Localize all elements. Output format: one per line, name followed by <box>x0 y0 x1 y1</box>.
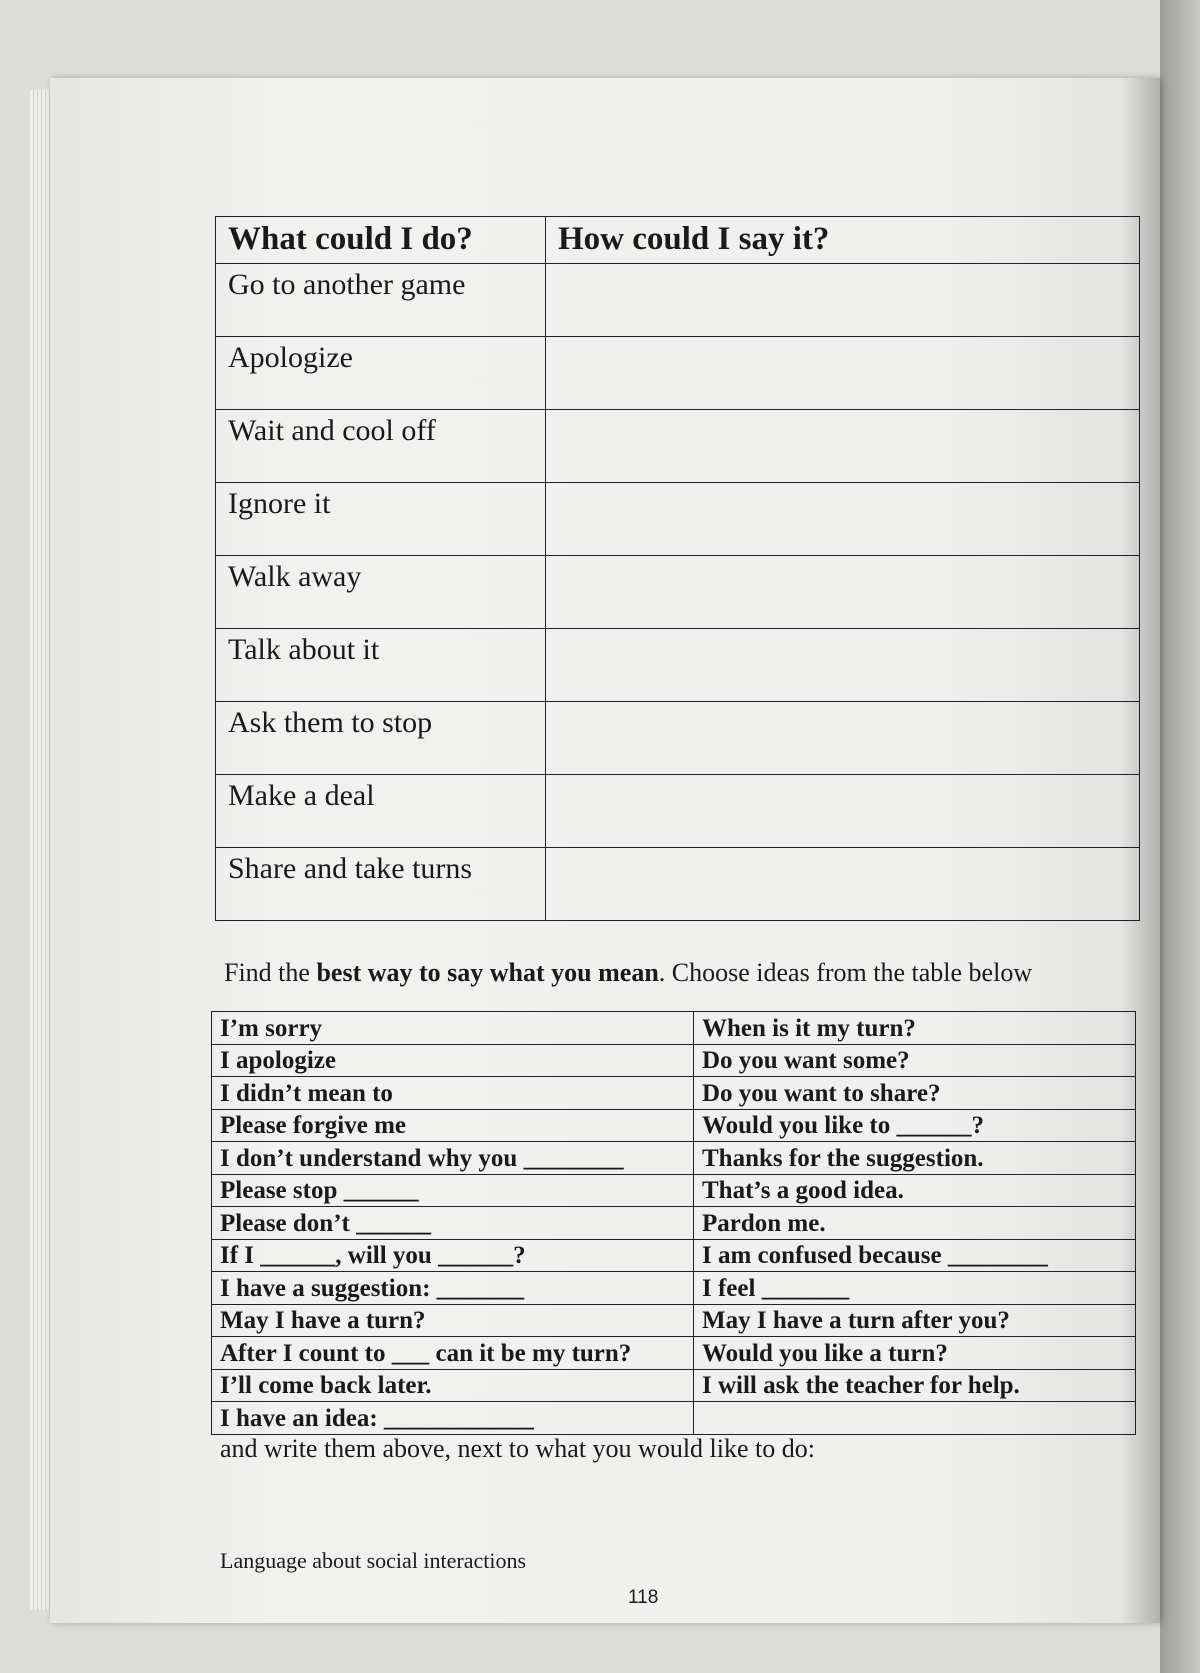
answer-cell[interactable] <box>546 848 1140 921</box>
instruction-part2: . Choose ideas from the table below <box>658 958 1033 987</box>
phrase-cell: I’ll come back later. <box>212 1369 694 1402</box>
phrase-cell: Do you want some? <box>694 1044 1136 1077</box>
actions-table-header <box>216 217 1140 264</box>
answer-cell[interactable] <box>546 483 1140 556</box>
phrase-cell: If I ______, will you ______? <box>212 1239 694 1272</box>
action-cell: Ask them to stop <box>216 702 546 775</box>
action-cell: Apologize <box>216 337 546 410</box>
answer-cell[interactable] <box>546 702 1140 775</box>
table-row <box>212 1337 1136 1370</box>
table-row <box>212 1077 1136 1110</box>
phrase-cell: I will ask the teacher for help. <box>694 1369 1136 1402</box>
phrase-cell: Would you like to ______? <box>694 1109 1136 1142</box>
after-instruction-text: and write them above, next to what you would like to do: <box>220 1434 815 1463</box>
instruction-part1: Find the <box>224 958 317 987</box>
table-row <box>212 1012 1136 1045</box>
table-row <box>216 337 1140 410</box>
table-row <box>216 264 1140 337</box>
page-footer: Language about social interactions <box>220 1548 527 1573</box>
table-row <box>216 483 1140 556</box>
action-cell: Walk away <box>216 556 546 629</box>
phrase-cell: Please forgive me <box>212 1109 694 1142</box>
table-row <box>212 1142 1136 1175</box>
phrase-cell: Would you like a turn? <box>694 1337 1136 1370</box>
table-row <box>216 848 1140 921</box>
table-row <box>212 1239 1136 1272</box>
instruction-text <box>224 958 1144 988</box>
table-row <box>216 629 1140 702</box>
table-row <box>212 1369 1136 1402</box>
answer-cell[interactable] <box>546 629 1140 702</box>
action-cell: Share and take turns <box>216 848 546 921</box>
phrase-cell: I apologize <box>212 1044 694 1077</box>
phrase-cell <box>694 1402 1136 1435</box>
phrase-cell: I don’t understand why you ________ <box>212 1142 694 1175</box>
phrase-cell: I’m sorry <box>212 1012 694 1045</box>
instruction-bold: best way to say what you mean <box>316 958 659 987</box>
answer-cell[interactable] <box>546 337 1140 410</box>
phrase-cell: Thanks for the suggestion. <box>694 1142 1136 1175</box>
phrase-cell: Please don’t ______ <box>212 1207 694 1240</box>
phrase-cell: I have an idea: ____________ <box>212 1402 694 1435</box>
table-row <box>212 1272 1136 1305</box>
action-cell: Make a deal <box>216 775 546 848</box>
answer-cell[interactable] <box>546 775 1140 848</box>
table-row <box>212 1044 1136 1077</box>
action-cell: Ignore it <box>216 483 546 556</box>
phrase-cell: After I count to ___ can it be my turn? <box>212 1337 694 1370</box>
phrase-cell: That’s a good idea. <box>694 1174 1136 1207</box>
table-row <box>212 1402 1136 1435</box>
header-how-could-i-say-it: How could I say it? <box>546 217 1140 264</box>
action-cell: Wait and cool off <box>216 410 546 483</box>
phrase-cell: I am confused because ________ <box>694 1239 1136 1272</box>
phrase-cell: When is it my turn? <box>694 1012 1136 1045</box>
desk-background <box>1160 0 1200 1673</box>
answer-cell[interactable] <box>546 264 1140 337</box>
action-cell: Talk about it <box>216 629 546 702</box>
actions-table <box>215 216 1140 921</box>
answer-cell[interactable] <box>546 410 1140 483</box>
book-page <box>50 78 1160 1623</box>
phrase-cell: Do you want to share? <box>694 1077 1136 1110</box>
table-row <box>216 702 1140 775</box>
table-row <box>216 410 1140 483</box>
phrase-cell: I didn’t mean to <box>212 1077 694 1110</box>
table-row <box>212 1109 1136 1142</box>
phrase-cell: Pardon me. <box>694 1207 1136 1240</box>
table-row <box>212 1174 1136 1207</box>
table-row <box>216 556 1140 629</box>
table-row <box>212 1207 1136 1240</box>
action-cell: Go to another game <box>216 264 546 337</box>
phrase-cell: I feel _______ <box>694 1272 1136 1305</box>
table-row <box>212 1304 1136 1337</box>
phrase-cell: Please stop ______ <box>212 1174 694 1207</box>
phrase-cell: May I have a turn after you? <box>694 1304 1136 1337</box>
phrases-table <box>211 1011 1136 1435</box>
page-number: 118 <box>628 1587 659 1608</box>
header-what-could-i-do: What could I do? <box>216 217 546 264</box>
table-row <box>216 775 1140 848</box>
phrase-cell: I have a suggestion: _______ <box>212 1272 694 1305</box>
answer-cell[interactable] <box>546 556 1140 629</box>
phrase-cell: May I have a turn? <box>212 1304 694 1337</box>
